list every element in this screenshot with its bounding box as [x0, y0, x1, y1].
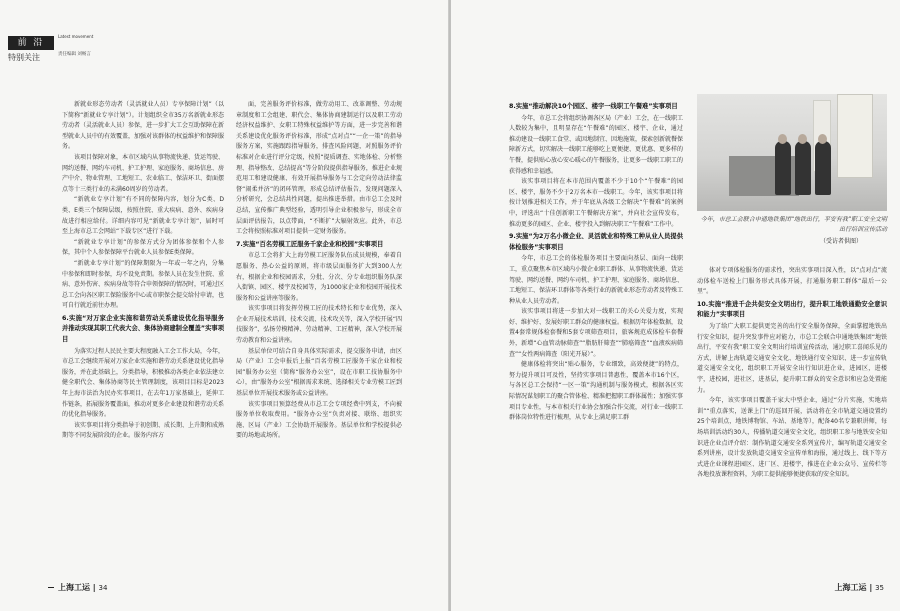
section-heading: 9.实施“为2万名小微企业、灵活就业和特殊工种从业人员提供体检服务”实事项目	[509, 233, 683, 251]
body-paragraph: 今年，市总工会的体检服务项目主要面向基层、面向一线职工，重点聚焦本市区域内小微企业职工群体、从事物流快递、货运驾驶、网约送餐、网约车司机、护工护理、家庭服务、商场信息、工地短工、保洁环卫群体等各类行业的新就业形态劳动者及特殊工种从业人员劳动者。	[509, 255, 684, 305]
person-head	[778, 134, 787, 144]
body-paragraph: 基层单位可结合自身具体实际需求，提交服务申请，由区局（产业）工会申报后上报“百名劳模工匠服务千家企业和校园”服务办公室（简称“服务办公室”，设在市职工技协服务中心），由“服务办公室”根据需求来统、选择相关专业劳模工匠到基层单位开展技术服务或公益讲座。	[236, 347, 402, 398]
body-paragraph: “新就业专享计划”的保障期限为一年或一年之内，分集中参保和即时参保，均不设免责期。参保人员在发生住院、重病、意外伤害、疾病身故等符合申领保障的情况时，可通过区总工会向各区职工保险服务中心或市职保会提交给付申请，也可自行就近前往办理。	[62, 259, 225, 310]
footer-separator: |	[92, 583, 99, 592]
photo-credit: （受访者供图）	[820, 238, 863, 245]
body-paragraph: 健康体检将突出“贴心服务，专业细致，高效便捷”的特点，努力提升项目可及性，坚持实事项目普惠性，覆盖本市16个区，与各区总工会保持“一区一策”沟通机制与服务模式，根据各区实际情况谋划职工的聚合管体检、精准把握职工群体属性；加强实事项目专业性，与本市相关行业协会加强合作交流，对行业一线职工群体岗位特性进行梳理，从专业上满足职工群	[509, 361, 684, 422]
footer-brand: 上海工运	[58, 583, 90, 592]
footer-separator: |	[869, 583, 876, 592]
person-head	[818, 134, 827, 144]
brand-english: Latest movement	[58, 34, 94, 39]
right-page-column-1	[509, 100, 683, 424]
left-page	[0, 0, 449, 611]
page-number: 34	[98, 584, 108, 592]
person-figure	[775, 141, 791, 195]
section-heading: 7.实施“百名劳模工匠服务千家企业和校园”实事项目	[236, 240, 384, 248]
body-paragraph: “新就业专享计划”的参保方式分为团体参保和个人参保，其中个人参保保障平台就业人员参保E类保障。	[62, 238, 224, 257]
right-page-column-2	[697, 266, 887, 481]
body-paragraph: 该实事项目将分类指导于初创期、成长期、上升期和成熟期等不同发展阶段的企业。服务内容方	[62, 421, 225, 440]
page-number: 35	[875, 584, 884, 592]
editor-credit: 责任编辑 刘畅言	[58, 52, 91, 57]
body-paragraph: 体对专项体检服务的需求性，突出实事项目深入性，以“点对点”流动体检车送检上门服务形式具体开展，打通服务职工群体“最后一公里”。	[697, 267, 887, 296]
left-page-column-1	[62, 100, 224, 442]
section-heading: 6.实施“对万家企业实施和谐劳动关系建设优化指导服务并推动实现其职工代表大会、集体协商建制全覆盖”实事项目	[62, 314, 224, 344]
body-paragraph: 该实事项目将在本市范围内覆盖不少于10个“午餐难”的园区、楼宇，服务不少于2万名本市一线职工。今年，该实事项目将按计划推进相关工作，并于年底从各级工会解决“午餐难”的案例中，评选出“十佳创新职工午餐解决方案”，并向社会宣传发布，推动更多的园区、企业、楼宇投入到解决职工“午餐难”工作中。	[509, 178, 683, 228]
person-figure	[815, 141, 831, 195]
body-paragraph: “新就业专享计划”有不同的保障内容，划分为C类、D类、E类三个保障层级，按照住院、重大疾病、意外、疾病身故进行相应给付。详细内容可见“新就业专享计划”，届时可至上海市总工会网站“下载专区”进行下载。	[62, 196, 224, 236]
body-paragraph: 为了给广大职工提供更完善的出行安全服务保障，全面掌握地铁出行安全知识，提升突发事件应对能力，市总工会联合申通地铁集团“地铁出行，平安有我”职工安全文明出行培训宣传活动，通过职工喜闻乐见的方式，讲解上海轨道交通安全文化、地铁通行安全知识、进一步宣传轨道交通安全文化，组织职工开展安全出行知识进企业，进园区，进楼宇，进校园，进社区，进基层，提升职工群众的安全意识和应急处置能力。	[697, 322, 887, 394]
body-paragraph: 该项目保障对象，本市区域内从事物流快递、货运驾驶、网约送餐、网约车司机、护工护理、家庭服务、商场信息、房产中介、物业管理、工地短工、农业临工、保洁环卫、街面摆点等十三类行业的未满60周岁的劳动者。	[62, 153, 225, 193]
body-paragraph: 该实事项目将进一步加大对一线职工的关心关爱力度，实现好、维护好、发展好职工群众的健康权益。根据历年体检数据，设置4套常规体检套餐和5套专项筛查项目，旅客规范成体检车套餐外，新增“心血管动脉筛查”“脂肪肝筛查”“肺癌筛查”“血液疾病筛查”“女性两病筛查（阳光开展）”。	[509, 308, 684, 358]
person-figure	[795, 141, 811, 195]
section-label: 特别关注	[8, 53, 40, 62]
right-page	[451, 0, 900, 611]
body-paragraph: 今年，该实事项目覆盖千家大中型企业，通过“分片实施，实地培训”“重点落实，送课上门”的巡回开展，活动将在全市轨道交通设置约25个培训点，地铁博物馆、车站、基地等），配备40名专兼职讲师，每场培训活动约30人，传播轨道交通安全文化，组织职工参与地铁安全知识进企业点评介绍：制作轨道交通安全系列宣传片，编写轨道交通安全系列讲座，设计发放轨道交通安全宣传单和海报，通过线上、线下等方式进企业课程进园区、进厂区、进楼宇，推进在企业公众号、宣传栏等各地投放课程资料，为职工提供能够便捷获取的安全知识。	[697, 397, 887, 479]
body-paragraph: 新就业形态劳动者（灵活就业人员）专享保障计划”（以下简称“新就业专享计划”）。计划组织全市35万名新就业形态劳动者（灵活就业人员）参保，进一步扩大工会互助保障在新型就业人员中的有效覆盖，加强对该群体的权益维护和保障服务。	[62, 101, 225, 151]
left-footer	[58, 582, 107, 593]
standing-banner	[837, 94, 873, 178]
section-heading: 10.实施“推进千企共促安全文明出行，提升职工地铁通勤安全意识和能力”实事项目	[697, 300, 887, 319]
person-head	[798, 134, 807, 144]
footer-brand: 上海工运	[834, 583, 867, 592]
body-paragraph: 面，完善服务评价标准，做劳动用工、改革调整、劳动规章制度和工会组建、职代会、集体协商建制运行以及职工劳动经济权益维护、女职工特殊权益维护等方面，进一步完善和谐关系建设优化服务评价标准，形成“点对点”“一企一策”的指导服务方案，实施跟踪指导服务，排查风险问题，对照服务评价标准对企业进行评分定级，按照“提质调查、实地体检、分析整理、指导整改、总结提高”等分阶段提供指导服务，推进企业规范用工和建设健康、有效开展指导服务与工会定向劳动法律监督“闹柔并济”的闭环管理，形成总结评估报告，发现问题深入分析研究，会总结共性问题，提出推进举措。由市总工会及时总结，宣传推广典型经验，透明引导企业积极参与，形成全市层面评估报告，以点带面，“不断扩”大辐射效应。此外，市总工会将按照标准对项目提供一定财务服务。	[236, 101, 402, 236]
left-page-column-2	[236, 100, 402, 442]
body-paragraph: 该实事项目预算经费从市总工会专项经费中列支，不向被服务单位收取费用。“服务办公室”负责对接、联络、组织实施、区局（产业）工会协助开展服务。基层单位和学校提供必要的场地或场所。	[236, 400, 402, 440]
body-paragraph: 今年，市总工会将组织协调各区局（产业）工会，在一线职工人数较为集中，且明显存在“午餐难”的园区、楼宇、企业，通过推动建设一线职工食堂、或因地制宜、因地施策，探索创新就餐保障新方式，切实解决一线职工能够吃上更便捷、更优惠、更多样的午餐，提供贴心放心安心暖心的午餐服务，让更多一线职工职工的获得感和幸福感。	[509, 114, 684, 175]
section-heading: 8.实施“推动解决10个园区、楼宇一线职工午餐难”实事项目	[509, 103, 678, 110]
right-footer	[835, 582, 884, 593]
footer-rule	[48, 587, 54, 588]
body-paragraph: 市总工会将扩大上海劳模工匠服务队伍成员规模，奉着自愿服务、热心公益的原则，将市级层面服务扩大到300人左右，根据企业和校园需求，分批、分次、分专业组织服务队深入街镇、园区、楼宇及校园等，为1000家企业和校园开展技术服务和公益讲座等服务。	[236, 252, 402, 302]
event-photo	[697, 94, 887, 211]
body-paragraph: 该实事项目将发挥劳模工匠的技术特长和专业优势，深入企业开展技术培训、技术交流、技术攻关等，深入学校开展“四技服务”，弘扬劳模精神、劳动精神、工匠精神，深入学校开展劳动教育和公益讲座。	[236, 305, 402, 345]
brand-tab: 前 沿	[8, 36, 54, 50]
body-paragraph: 为落实过程人民民主要大程度融入工会工作大局，今年，市总工会继续开展对万家企业实施和谐劳动关系建设优化指导服务，并在此基础上，分类指导，积极推动各类企业依法建立健全职代会、集体协商等民主管理制度，该项目目标是2023年上海市法治为民办实事项目，在去年1万家基础上，延伸工作链条，拓展服务覆盖面，推动对更多企业建设和谐劳动关系的优化指导服务。	[62, 347, 225, 419]
photo-caption: 今年，市总工会联合申通地铁集团“地铁出行，平安有我”职工安全文明出行培训宣传活动	[700, 216, 887, 233]
